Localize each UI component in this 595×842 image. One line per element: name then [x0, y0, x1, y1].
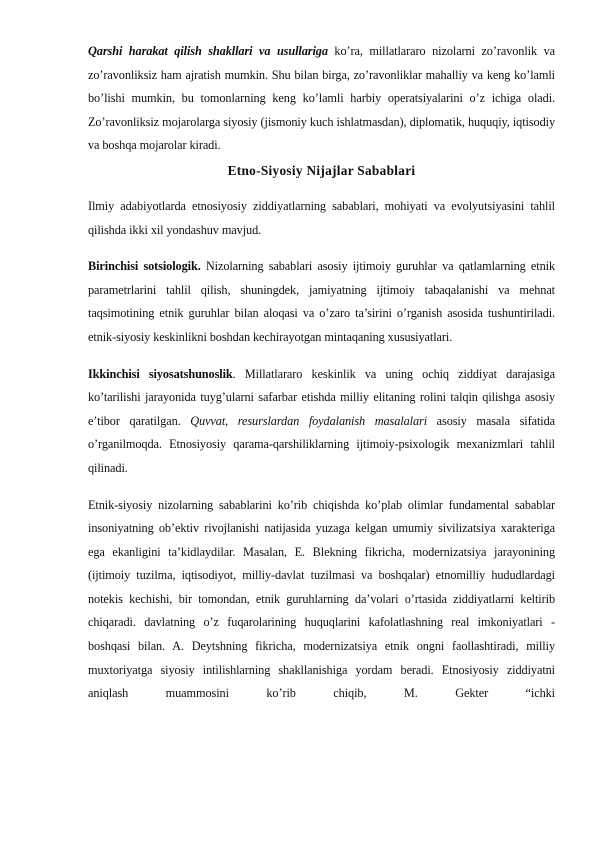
paragraph-lead-bold: Birinchisi sotsiologik. [88, 259, 201, 274]
paragraph-body: Nizolarning sabablari asosiy ijtimoiy guruhlar va qatlamlarning etnik parametrlarini tahlil qilish, shuningdek, jamiyatning ijtimoiy tabaqalanishi va mehnat taqsimotining etnik guruhlar bilan aloqasi va o’zaro ta’sirini o’rganish asosida tushuntiriladi. etnik-siyosiy keskinlikni boshdan kechirayotgan mintaqaning xususiyatlari. [88, 259, 555, 344]
paragraph-sociological [88, 255, 555, 349]
document-page [88, 40, 555, 706]
paragraph-lead-bold: Ikkinchisi siyosatshunoslik [88, 366, 233, 381]
paragraph-political-science [88, 363, 555, 481]
paragraph-conflict-forms [88, 40, 555, 158]
paragraph-body: . Millatlararo keskinlik va uning ochiq ziddiyat darajasiga ko’tarilishi jarayonida tuyg’ularni safarbar etishda milliy elitaning rolini talqin qilishga asosiy e’tibor qaratilgan. [88, 366, 555, 428]
paragraph-italic-phrase: Quvvat, resurslardan foydalanish masalalari [190, 413, 428, 428]
paragraph-body: ko’ra, millatlararo nizolarni zo’ravonlik va zo’ravonliksiz ham ajratish mumkin. Shu bilan birga, zo’ravonliklar mahalliy va keng ko’lamli bo’lishi mumkin, bu tomonlarning keng ko’lamli harbiy operatsiyalarini o’z ichiga oladi. Zo’ravonliksiz mojarolarga siyosiy (jismoniy kuch ishlatmasdan), diplomatik, huquqiy, iqtisodiy va boshqa mojarolar kiradi. [88, 44, 555, 153]
section-heading: Etno-Siyosiy Nijajlar Sabablari [227, 162, 416, 178]
paragraph-body-cont: asosiy masala sifatida o’rganilmoqda. Etnosiyosiy qarama-qarshiliklarning ijtimoiy-psixologik mexanizmlari tahlil qilinadi. [88, 413, 555, 475]
paragraph-causes: Etnik-siyosiy nizolarning sabablarini ko’rib chiqishda ko’plab olimlar fundamental sabablar insoniyatning ob’ektiv rivojlanishi natijasida yuzaga kelgan umumiy sivilizatsiya xarakteriga ega ekanligini ta’kidlaydilar. Masalan, E. Blekning fikricha, modernizatsiya jarayonining (ijtimoiy tuzilma, iqtisodiyot, milliy-davlat tuzilmasi va boshqalar) etnomilliy hududlardagi notekis kechishi, bir tomondan, etnik guruhlarning da’volari o’rtasida ziddiyatlarni keltirib chiqaradi. davlatning o’z fuqarolarining huquqlarini kafolatlashning real imkoniyatlari - boshqasi bilan. A. Deytshning fikricha, modernizatsiya etnik ongni faollashtiradi, milliy muxtoriyatga siyosiy intilishlarning shakllanishiga yordam beradi. Etnosiyosiy ziddiyatni aniqlash muammosini ko’rib chiqib, M. Gekter “ichki [88, 497, 555, 701]
paragraph-approaches: Ilmiy adabiyotlarda etnosiyosiy ziddiyatlarning sabablari, mohiyati va evolyutsiyasini tahlil qilishda ikki xil yondashuv mavjud. [88, 198, 555, 237]
paragraph-lead-emphasis: Qarshi harakat qilish shakllari va usullariga [88, 44, 328, 58]
